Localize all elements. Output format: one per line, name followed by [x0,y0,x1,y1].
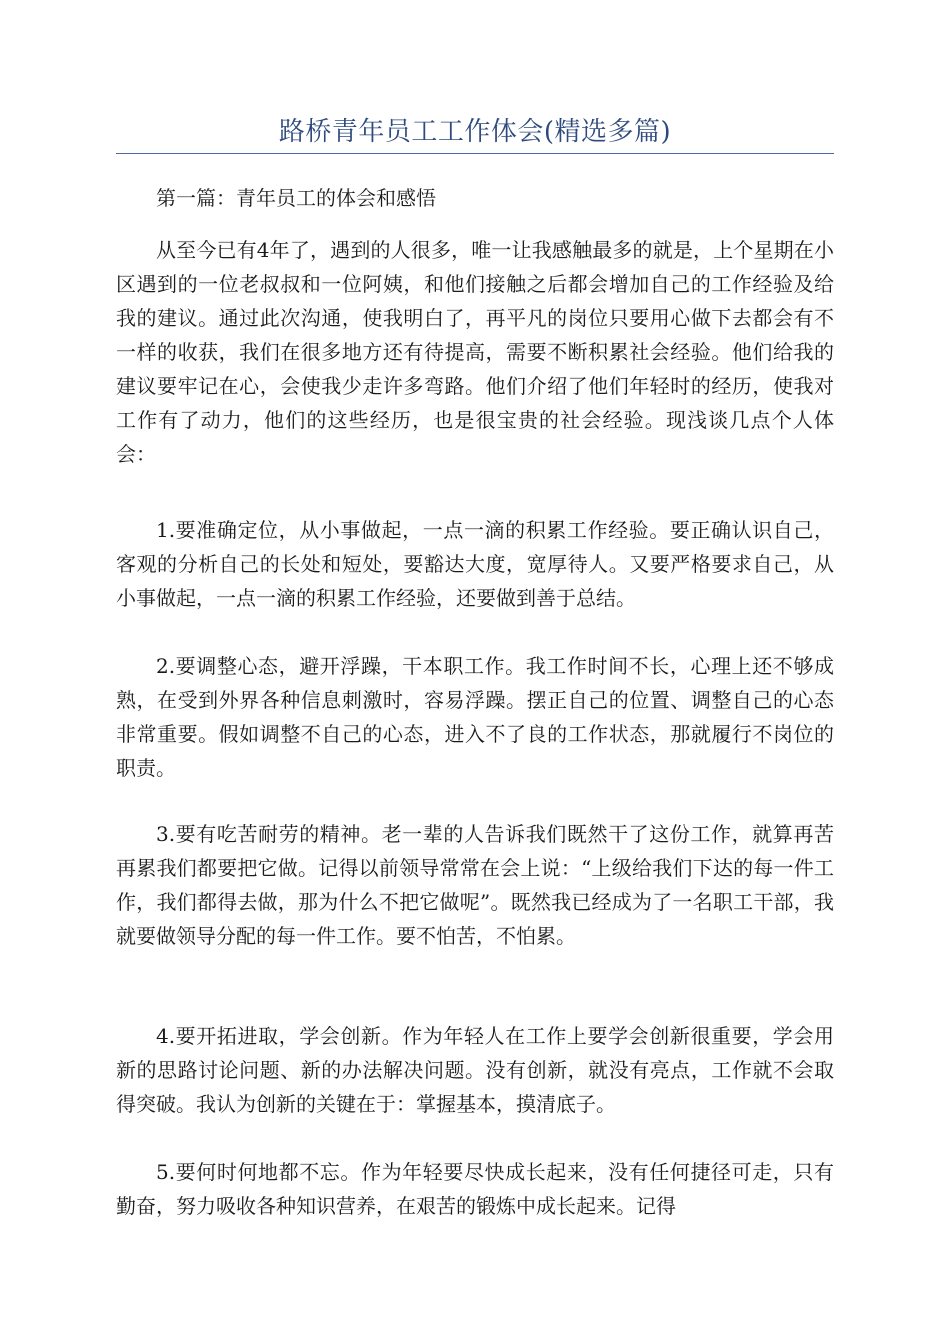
paragraph-intro: 从至今已有4年了，遇到的人很多，唯一让我感触最多的就是，上个星期在小区遇到的一位老叔叔和一位阿姨，和他们接触之后都会增加自己的工作经验及给我的建议。通过此次沟通，使我明白了，再平凡的岗位只要用心做下去都会有不一样的收获，我们在很多地方还有待提高，需要不断积累社会经验。他们给我的建议要牢记在心，会使我少走许多弯路。他们介绍了他们年轻时的经历，使我对工作有了动力，他们的这些经历，也是很宝贵的社会经验。现浅谈几点个人体会： [116,238,834,466]
document-title: 路桥青年员工工作体会(精选多篇) [278,117,672,147]
paragraph-point-4: 4.要开拓进取，学会创新。作为年轻人在工作上要学会创新很重要，学会用新的思路讨论问题、新的办法解决问题。没有创新，就没有亮点，工作就不会取得突破。我认为创新的关键在于：掌握基本，摸清底子。 [116,1024,834,1116]
title-underline [116,153,834,154]
paragraph-point-5: 5.要何时何地都不忘。作为年轻要尽快成长起来，没有任何捷径可走，只有勤奋，努力吸收各种知识营养，在艰苦的锻炼中成长起来。记得 [116,1160,834,1218]
paragraph-point-3: 3.要有吃苦耐劳的精神。老一辈的人告诉我们既然干了这份工作，就算再苦再累我们都要把它做。记得以前领导常常在会上说：“上级给我们下达的每一件工作，我们都得去做，那为什么不把它做呢”。既然我已经成为了一名职工干部，我就要做领导分配的每一件工作。要不怕苦，不怕累。 [116,822,834,948]
paragraph-point-1: 1.要准确定位，从小事做起，一点一滴的积累工作经验。要正确认识自己，客观的分析自己的长处和短处，要豁达大度，宽厚待人。又要严格要求自己，从小事做起，一点一滴的积累工作经验，还要做到善于总结。 [116,518,834,610]
section-heading: 第一篇：青年员工的体会和感悟 [156,186,436,210]
paragraph-point-2: 2.要调整心态，避开浮躁，干本职工作。我工作时间不长，心理上还不够成熟，在受到外界各种信息刺激时，容易浮躁。摆正自己的位置、调整自己的心态非常重要。假如调整不自己的心态，进入不了良的工作状态，那就履行不岗位的职责。 [116,654,834,780]
